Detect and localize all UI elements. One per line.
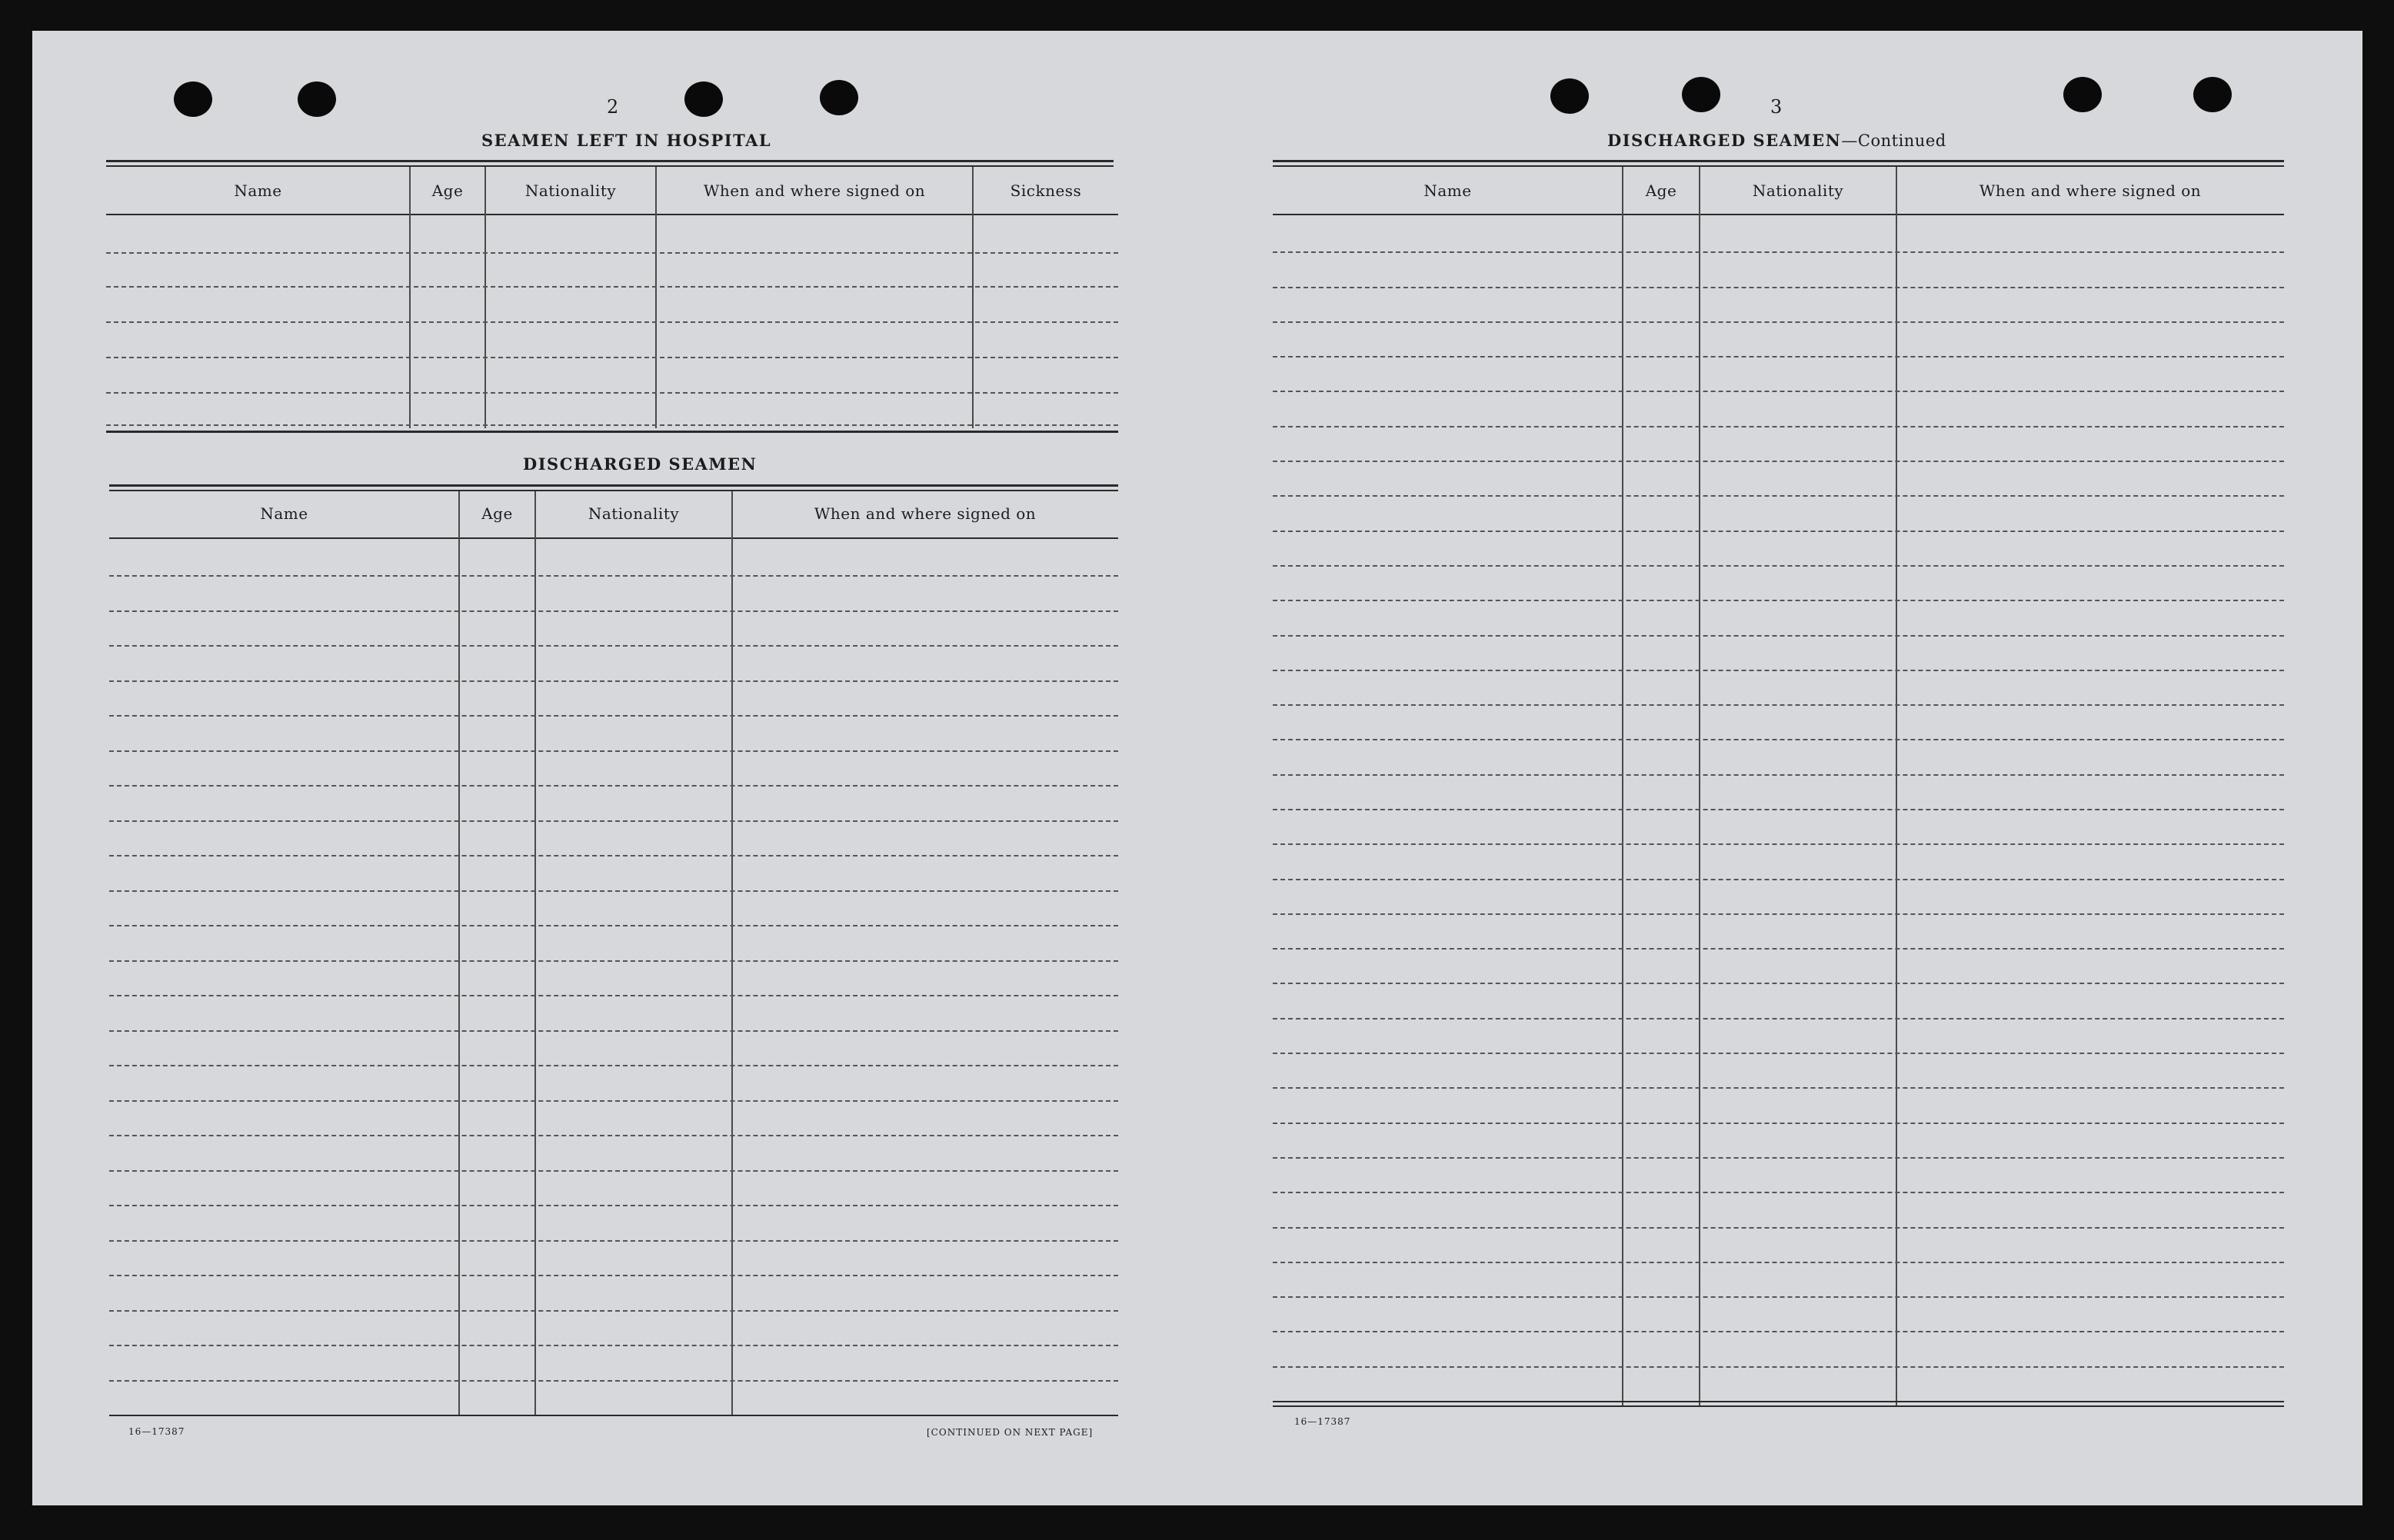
form-row-line: [1273, 495, 2284, 497]
form-row-line: [1273, 843, 2284, 845]
discharged-col-divider: [458, 491, 460, 1416]
discharged-col-nationality: Nationality: [588, 504, 680, 523]
punch-hole: [2193, 77, 2232, 112]
left-page-number: 2: [607, 96, 620, 118]
discharged-header-rule: [109, 537, 1118, 539]
hospital-row-line: [106, 357, 1118, 358]
continued-note: [CONTINUED ON NEXT PAGE]: [927, 1427, 1094, 1438]
right-bottom-rule: [1273, 1405, 2284, 1407]
punch-hole: [1550, 78, 1589, 114]
punch-hole: [1682, 77, 1720, 112]
punch-hole: [820, 80, 858, 115]
form-row-line: [1273, 1123, 2284, 1124]
form-row-line: [1273, 670, 2284, 671]
form-row-line: [1273, 1192, 2284, 1193]
form-row-line: [109, 680, 1118, 682]
hospital-col-age: Age: [431, 181, 464, 200]
right-col-divider: [1699, 167, 1700, 1407]
form-row-line: [109, 1380, 1118, 1382]
hospital-col-divider: [409, 167, 411, 428]
right-top-rule: [1273, 160, 2284, 162]
form-row-line: [109, 1030, 1118, 1032]
form-row-line: [1273, 809, 2284, 810]
discharged-col-signed-on: When and where signed on: [814, 504, 1037, 523]
right-col-name: Name: [1423, 181, 1472, 200]
discharged-top-rule: [109, 484, 1118, 487]
right-section-title: [1607, 131, 1946, 150]
form-row-line: [1273, 356, 2284, 358]
form-row-line: [1273, 739, 2284, 740]
form-row-line: [109, 820, 1118, 822]
hospital-top-rule: [106, 165, 1114, 167]
form-row-line: [109, 645, 1118, 647]
right-section-title-main: DISCHARGED SEAMEN: [1607, 131, 1842, 150]
form-row-line: [1273, 913, 2284, 915]
hospital-top-rule: [106, 160, 1114, 162]
discharged-bottom-rule: [109, 1415, 1118, 1416]
form-row-line: [1273, 391, 2284, 392]
punch-hole: [2063, 77, 2102, 112]
form-row-line: [1273, 1296, 2284, 1298]
punch-hole: [684, 81, 723, 117]
discharged-col-divider: [731, 491, 733, 1416]
hospital-row-line: [106, 392, 1118, 394]
discharged-col-age: Age: [481, 504, 513, 523]
form-row-line: [1273, 1157, 2284, 1159]
hospital-col-name: Name: [234, 181, 282, 200]
discharged-top-rule: [109, 490, 1118, 491]
hospital-col-sickness: Sickness: [1010, 181, 1082, 200]
form-row-line: [109, 1240, 1118, 1242]
form-row-line: [1273, 600, 2284, 601]
right-col-nationality: Nationality: [1752, 181, 1844, 200]
right-bottom-rule: [1273, 1401, 2284, 1402]
form-row-line: [1273, 426, 2284, 427]
form-row-line: [109, 1065, 1118, 1066]
punch-hole: [298, 81, 336, 117]
right-col-signed-on: When and where signed on: [1979, 181, 2202, 200]
form-row-line: [1273, 1262, 2284, 1263]
form-row-line: [109, 995, 1118, 996]
form-row-line: [109, 1170, 1118, 1172]
form-row-line: [1273, 565, 2284, 567]
form-row-line: [1273, 1018, 2284, 1019]
form-row-line: [109, 1275, 1118, 1276]
right-top-rule: [1273, 165, 2284, 167]
form-row-line: [109, 575, 1118, 577]
form-row-line: [1273, 879, 2284, 880]
hospital-col-nationality: Nationality: [524, 181, 617, 200]
form-row-line: [109, 960, 1118, 962]
form-row-line: [1273, 461, 2284, 462]
right-col-divider: [1896, 167, 1897, 1407]
hospital-row-line: [106, 252, 1118, 254]
form-row-line: [109, 1205, 1118, 1206]
form-row-line: [1273, 531, 2284, 532]
form-row-line: [109, 855, 1118, 856]
form-row-line: [1273, 948, 2284, 950]
form-row-line: [1273, 1366, 2284, 1368]
form-row-line: [1273, 321, 2284, 323]
form-row-line: [1273, 251, 2284, 253]
form-row-line: [109, 1135, 1118, 1136]
hospital-header-rule: [106, 214, 1118, 215]
left-form-number: 16—17387: [128, 1426, 185, 1437]
form-row-line: [1273, 1053, 2284, 1054]
form-row-line: [1273, 774, 2284, 776]
discharged-section-title: DISCHARGED SEAMEN: [523, 454, 757, 474]
hospital-row-line: [106, 321, 1118, 323]
discharged-col-divider: [534, 491, 536, 1416]
form-row-line: [109, 1100, 1118, 1102]
form-row-line: [1273, 287, 2284, 288]
form-row-line: [1273, 1331, 2284, 1332]
form-row-line: [109, 1345, 1118, 1346]
hospital-col-signed-on: When and where signed on: [703, 181, 926, 200]
hospital-col-divider: [655, 167, 657, 428]
punch-hole: [174, 81, 212, 117]
hospital-row-line: [106, 286, 1118, 288]
hospital-section-title: SEAMEN LEFT IN HOSPITAL: [481, 131, 772, 150]
hospital-row-line: [106, 424, 1118, 426]
hospital-bottom-rule: [106, 431, 1118, 433]
right-col-divider: [1622, 167, 1623, 1407]
form-row-line: [1273, 635, 2284, 637]
form-row-line: [1273, 1087, 2284, 1089]
form-row-line: [109, 785, 1118, 787]
hospital-col-divider: [972, 167, 974, 428]
hospital-col-divider: [484, 167, 486, 428]
right-col-age: Age: [1645, 181, 1677, 200]
form-row-line: [109, 890, 1118, 892]
right-section-title-continued: —Continued: [1841, 131, 1946, 150]
form-row-line: [1273, 983, 2284, 984]
form-row-line: [109, 925, 1118, 926]
form-row-line: [109, 750, 1118, 752]
right-form-number: 16—17387: [1294, 1416, 1351, 1427]
discharged-col-name: Name: [260, 504, 308, 523]
form-row-line: [109, 715, 1118, 717]
right-header-rule: [1273, 214, 2284, 215]
form-row-line: [109, 610, 1118, 612]
form-row-line: [1273, 1227, 2284, 1229]
form-row-line: [109, 1310, 1118, 1312]
form-row-line: [1273, 704, 2284, 706]
right-page-number: 3: [1770, 96, 1783, 118]
